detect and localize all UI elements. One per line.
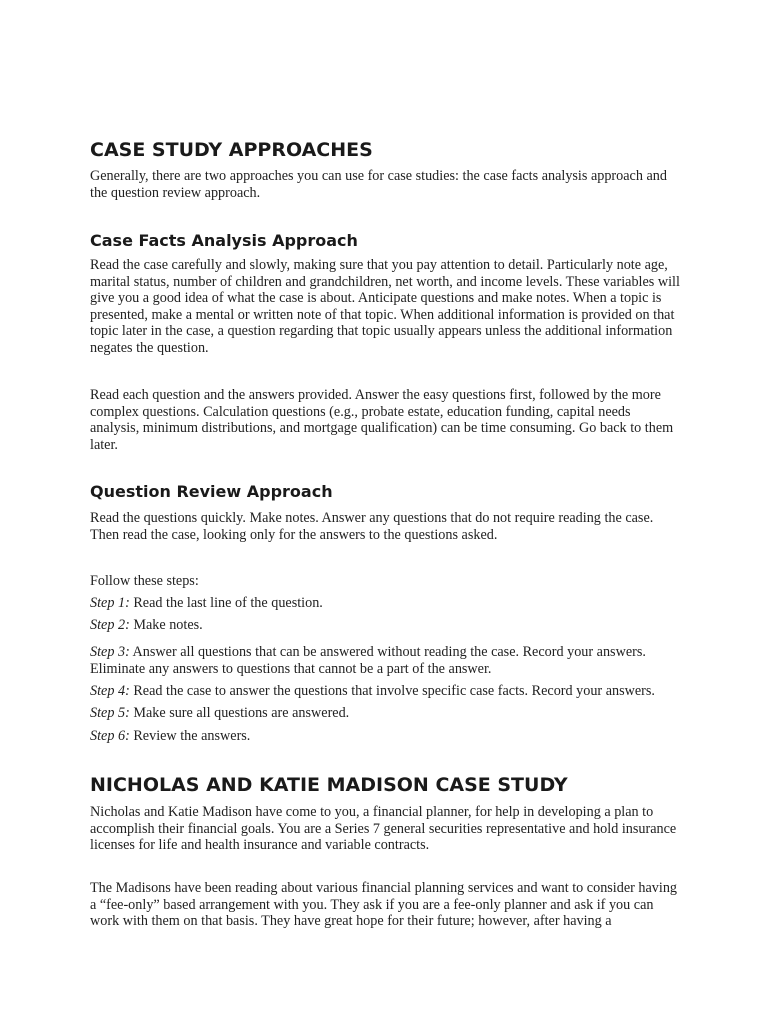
step-label: Step 5: <box>90 705 130 721</box>
heading-question-review: Question Review Approach <box>90 482 333 501</box>
step-item <box>90 595 680 612</box>
step-label: Step 2: <box>90 617 130 633</box>
step-label: Step 6: <box>90 728 130 744</box>
madison-paragraph-2: The Madisons have been reading about various financial planning services and want to consider having a “fee-only” based arrangement with you. They ask if you are a fee-only planner and ask if you can work with them on that basis. They have great hope for their future; however, after having a <box>90 880 678 930</box>
question-review-paragraph: Read the questions quickly. Make notes. Answer any questions that do not require reading the case. Then read the case, looking only for the answers to the questions asked. <box>90 510 654 543</box>
case-facts-paragraph-1: Read the case carefully and slowly, making sure that you pay attention to detail. Particularly note age, marital status, number of children and grandchildren, net worth, and income levels. These variables will give you a good idea of what the case is about. Anticipate questions and make notes. When a topic is presented, make a mental or written note of that topic. When additional information is provided on that topic later in the case, a question regarding that topic usually appears unless the additional information negates the question. <box>90 257 680 356</box>
heading-case-facts-analysis: Case Facts Analysis Approach <box>90 231 358 250</box>
step-item <box>90 644 680 677</box>
step-text: Read the case to answer the questions that involve specific case facts. Record your answers. <box>129 683 655 699</box>
approaches-intro-paragraph: Generally, there are two approaches you can use for case studies: the case facts analysis approach and the question review approach. <box>90 168 667 201</box>
step-text: Read the last line of the question. <box>129 595 323 611</box>
step-text: Review the answers. <box>129 728 251 744</box>
step-label: Step 1: <box>90 595 130 611</box>
step-item <box>90 617 680 634</box>
heading-case-study-approaches: CASE STUDY APPROACHES <box>90 139 373 161</box>
step-text: Make sure all questions are answered. <box>129 705 350 721</box>
step-text: Answer all questions that can be answered without reading the case. Record your answers. Eliminate any answers to questions that cannot be a part of the answer. <box>90 644 646 677</box>
madison-paragraph-1: Nicholas and Katie Madison have come to you, a financial planner, for help in developing a plan to accomplish their financial goals. You are a Series 7 general securities representative and hold insurance licenses for life and health insurance and variable contracts. <box>90 804 677 854</box>
step-label: Step 3: <box>90 644 130 660</box>
step-item <box>90 705 680 722</box>
step-item <box>90 683 680 700</box>
heading-madison-case-study: NICHOLAS AND KATIE MADISON CASE STUDY <box>90 774 568 796</box>
case-facts-paragraph-2: Read each question and the answers provided. Answer the easy questions first, followed by the more complex questions. Calculation questions (e.g., probate estate, education funding, capital needs analysis, minimum distributions, and mortgage qualification) can be time consuming. Go back to them later. <box>90 387 674 453</box>
step-text: Make notes. <box>129 617 203 633</box>
step-item <box>90 728 680 745</box>
steps-intro: Follow these steps: <box>90 573 199 589</box>
step-label: Step 4: <box>90 683 130 699</box>
